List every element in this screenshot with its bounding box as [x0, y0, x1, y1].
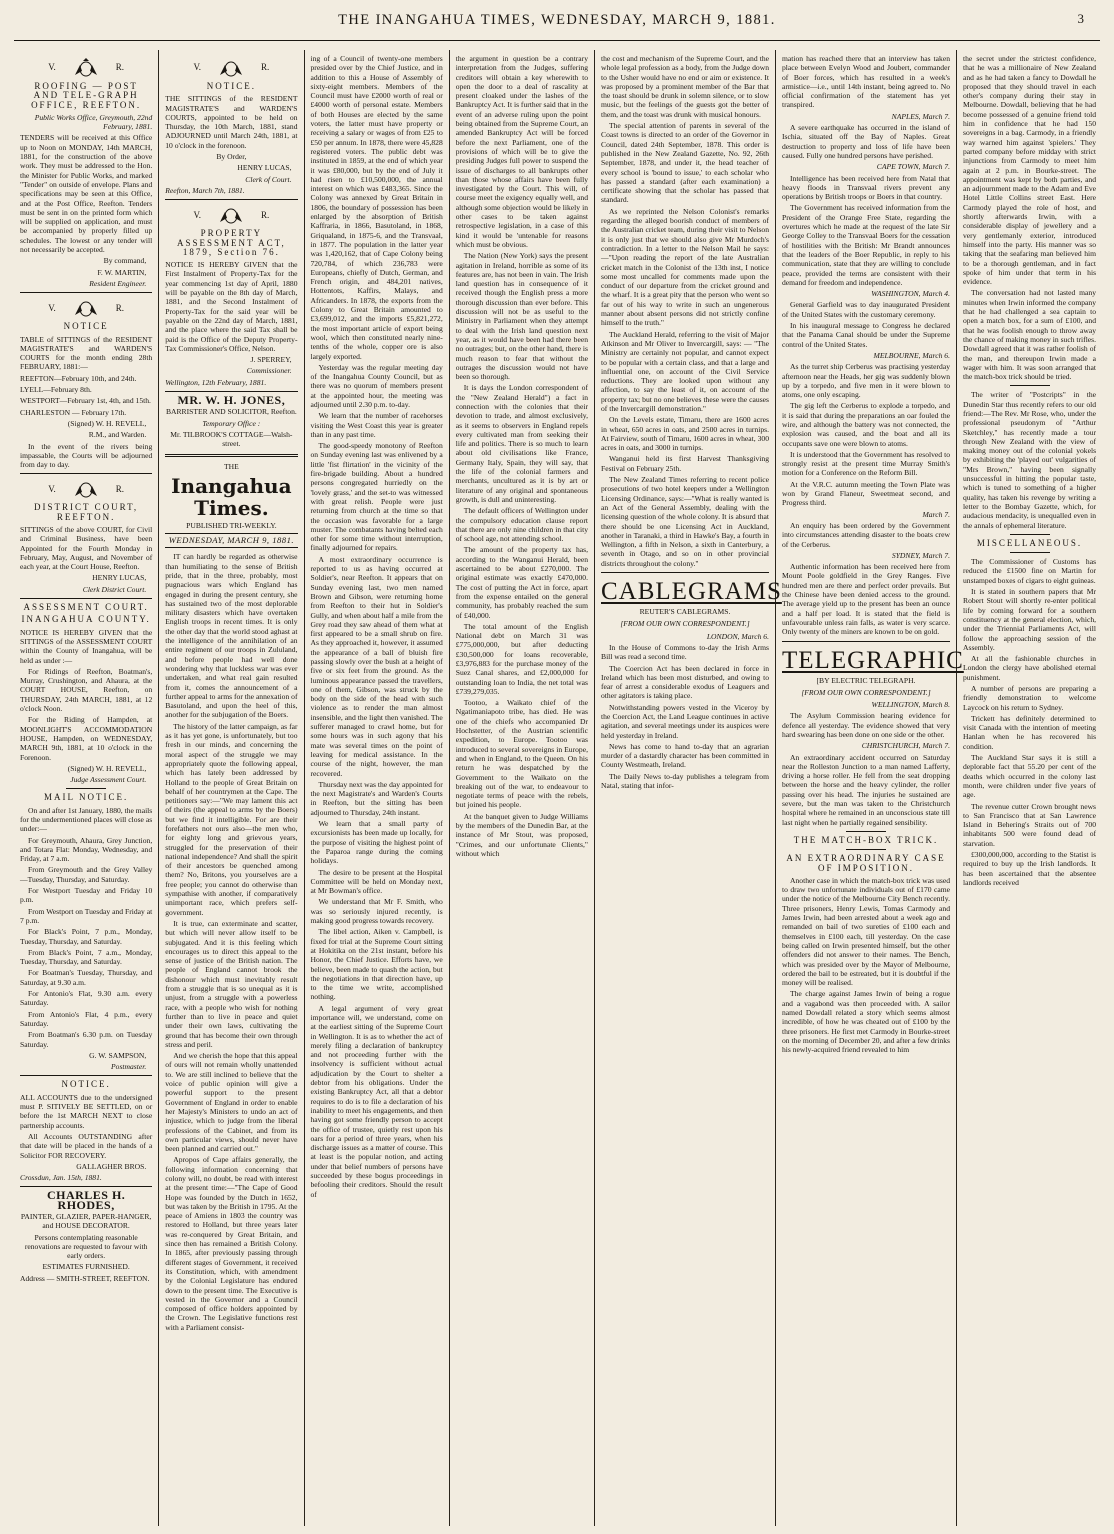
assessment-title: Judge Assessment Court.: [70, 775, 147, 785]
cable-paragraph: mation has reached there that an interview has taken place between Evelyn Wood and Joubert, commander of Boer forces, which has resulted in a week's armistice—i.e., until 14th instant, being agreed to. No official confirmation of the statement has yet transpired.: [782, 54, 950, 110]
property-signature: J. SPERREY,: [250, 355, 292, 365]
cable-dateline: March 7.: [922, 509, 950, 519]
assessment-court-body: NOTICE IS HEREBY GIVEN that the SITTINGS of the ASSESSMENT COURT within the County of Inangahua, will be held as under :—: [20, 627, 153, 665]
assessment-signature: (Signed) W. H. REVELL,: [67, 763, 147, 773]
article-paragraph: The conversation had not lasted many minutes when Irwin informed the company that he had challenged a sea captain to open a match box, for a sum of £100, and that he was foolish enough to throw away the chance of making money in such trifles. Dowdall agreed that it was rather foolish of the man, and thereupon Irwin made a wager with him. It was soon arranged that the match-box trick should be tried.: [963, 288, 1097, 382]
jones-office: Temporary Office :: [202, 418, 261, 428]
telegraphic-dateline: WELLINGTON, March 8.: [871, 700, 950, 710]
mail-item: For Greymouth, Ahaura, Grey Junction, and Totara Flat: Monday, Wednesday, and Friday, at 7 a.m.: [20, 835, 153, 864]
cablegrams-dateline: LONDON, March 6.: [706, 631, 769, 641]
column-1: [14, 50, 159, 1526]
property-heading: PROPERTY ASSESSMENT ACT, 1879, Section 76.: [177, 228, 286, 257]
cable-paragraph: Intelligence has been received here from Natal that heavy floods in Transvaal rivers prevent any operations by British troops or Boers in that country.: [782, 173, 950, 202]
misc-paragraph: It is stated in southern papers that Mr Robert Stout will shortly re-enter political life by coming forward for a southern constituency at the general election, which, under the Triennial Parliaments Act, will follow the approaching session of the Assembly.: [963, 587, 1097, 652]
mail-item: For Westport Tuesday and Friday 10 p.m.: [20, 886, 153, 905]
divider: [20, 292, 152, 293]
article-paragraph: the secret under the strictest confidence, that he was a millionaire of New Zealand and as he had taken a fancy to Dowdall he proposed that they should travel in each other's company during their stay in Melbourne. Dowdall, believing that he had become possessed of a genuine friend told him in confidence that he had 150 sovereigns in a bag. Carmody, in a friendly way warned him against 'spielers.' They parted company before midday with strict injunctions from Carmody to meet him again at 2 p.m. in Bourke-street. The appointment was kept by both parties, and an adjournment made to the Adam and Eve Hotel Little Collins street East. Here Carmody played the role of host, and shortly afterwards Irwin, with a considerable display of jewellery and a very gentlemanly exterior, introduced himself into the party. His manner was so taking that the seafaring man believed him to be a thorough gentleman, and in fact spoke of him under that term in his evidence.: [963, 54, 1097, 287]
cable-paragraph: The Coercion Act has been declared in force in Ireland which has been most disturbed, and owing to fear of arrest a considerable exodus of Leaguers and other agitators is taking place.: [601, 663, 769, 701]
assessment-item: For the Riding of Hampden, at MOONLIGHT'S ACCOMMODATION HOUSE, Hampden, on WEDNESDAY, MARCH 9th, 1881, at 10 o'clock in the Forenoon.: [20, 715, 153, 762]
editorial-paragraph: IT can hardly be regarded as otherwise than humiliating to the sense of British pride, that in the three, probably, most pugnacious wars which England has engaged in during the present century, she has sustained two of the most deplorable military disasters which have overtaken English troops in recent times. It is only the other day that the world stood aghast at the intelligence of the annihilation of an entire regiment of our troops in Zululand, and before people had well done wondering why that luckless war was ever undertaken, and what real gain resulted from it, comes the announcement of a further appeal to arms for the annexation of Basutoland, and upon the heel of this, another for the subjugation of the Boers.: [165, 552, 298, 720]
editorial-dateline: WEDNESDAY, MARCH 9, 1881.: [165, 533, 297, 548]
mail-item: From Antonio's Flat, 4 p.m., every Saturday.: [20, 1009, 153, 1028]
article-paragraph: At the banquet given to Judge Williams by the members of the Dunedin Bar, at the instance of Mr Stout, was proposed, "Crimes, and our unfortunate Clients," without which: [455, 811, 588, 858]
jones-heading: MR. W. H. JONES,: [177, 393, 286, 408]
divider: [165, 391, 297, 392]
cable-paragraph: General Garfield was to day inaugurated President of the United States with the customary ceremony.: [782, 300, 950, 319]
column-7: [957, 50, 1102, 1526]
district-court-title: Clerk District Court.: [82, 584, 147, 594]
telegraphic-heading: TELEGRAPHIC: [782, 646, 964, 674]
notice-by: By Order,: [216, 152, 247, 162]
article-paragraph: Tootoo, a Waikato chief of the Ngatimaniapoto tribe, has died. He was one of the chiefs who accompanied Dr Hochstetter, of the Austrian scientific expedition, to Europe. Tootoo was introduced to several sovereigns in Europe, and when in England, to the Queen. On his return he was despatched by the Government to the Waikato on the breaking out of the war, to endeavour to negotiate terms of peace with the rebels, but joined his people.: [455, 698, 588, 810]
district-court-signature: HENRY LUCAS,: [92, 573, 147, 583]
article-paragraph: The writer of "Postcripts" in the Dunedin Star thus recently refers to our old friend:—The Rev. Mr Rose, who, under the professional pseudonym of "Arthur Sketchley," has recently made a tour through New Zealand with the view of making money out of the colonial yokels by exhibiting the 'played out' vulgarities of "Mrs Brown," having been signally unsuccessful in hitting the popular taste, which is tuned to something of a higher quality, has taken his revenge by writing a letter to the Bombay Gazette, which, for audacious mendacity, is unequalled even in the annals of ephemeral literature.: [963, 390, 1097, 530]
article-paragraph: the argument in question be a contrary interpretation from the Judges, suffering creditors will obtain a key wherewith to open the door to a deal of rascality at present cloaked under the lashes of the Bankruptcy Act. It is further said that in the event of an adverse ruling upon the point being obtained from the Supreme Court, an amended Bankruptcy Act will be forced before the next Parliament, one of the provisions of which will be to give the presiding Judges full power to suspend the issue of discharges to all bankrupts other than those whose affairs have been fully investigated by the Court. This will, of course meet the exigency equally well, and although some objection would be likely in other cases to be taken against retrospective legislation, in a case of this kind it would be 'untenable for reasons which must be obvious.: [455, 54, 588, 249]
cable-dateline: WASHINGTON, March 4.: [871, 289, 950, 299]
misc-paragraph: A number of persons are preparing a friendly demonstration to welcome Laycock on his return to Sydney.: [963, 684, 1097, 712]
article-paragraph: The libel action, Aiken v. Campbell, is fixed for trial at the Supreme Court sitting at Hokitika on the 21st instant, before his Honor, the Chief Justice. Efforts have, we believe, been made to quash the action, but the negotiations in that direction have, up to the time we write, accomplished nothing.: [310, 927, 443, 1002]
masthead-title: THE INANGAHUA TIMES, WEDNESDAY, MARCH 9, 1881.: [338, 12, 776, 28]
article-paragraph: The total amount of the English National debt on March 31 was £775,000,000, but after deducting £30,500,000 for loans recoverable, £3,976,883 for the purchase money of the Suez Canal shares, and £2,000,000 for outstanding loan to India, the net total was £739,279,035.: [455, 621, 588, 696]
sitting-item: CHARLESTON — February 17th.: [20, 407, 127, 417]
cablegrams-heading: CABLEGRAMS: [601, 578, 782, 606]
royal-arms-header: V. R.: [165, 57, 297, 79]
property-title: Commissioner.: [246, 366, 292, 376]
divider: [846, 831, 886, 832]
telegraphic-source: [FROM OUR OWN CORRESPONDENT.]: [801, 687, 931, 697]
mail-item: From Greymouth and the Grey Valley —Tuesday, Thursday, and Saturday.: [20, 865, 153, 884]
rhodes-address: Address — SMITH-STREET, REEFTON.: [20, 1273, 150, 1283]
editorial-paragraph: The history of the latter campaign, as far as it has yet gone, is unfortunately, but too fresh in our minds, and concerning the moral aspect of the struggle we may appropriately quote the following appeal, which has lately been addressed by Holland to the people of Great Britain on behalf of her countrymen at the Cape. The petitioners say:—"We may lament this act of theirs (the appeal to arms by the Boers) but we find it intelligible. For are their forefathers not ours also—the men who, for eighty long and grievous years, struggled for the preservation of their national independence? And shall the spirit of their ancestors be quenched among them? No, Britons, you yourselves are a free people; you cannot do otherwise than sympathise with another, if comparatively unimportant race, which prefers self-government.: [165, 721, 298, 917]
article-paragraph: The New Zealand Times referring to recent police prosecutions of two hotel keepers under a Wellington Licensing Ordinance, says:—"What is really wanted is an Act of the General Assembly, dealing with the licensing question of the whole colony. It is absurd that there should be one Licensing Act in Auckland, another in Taranaki, a third in Hawke's Bay, a fourth in Wellington, a fifth in Nelson, a sixth in Canterbury, a seventh in Otago, and so on in other provincial districts throughout the colony.": [601, 475, 769, 568]
article-paragraph: Wanganui held its first Harvest Thanksgiving Festival on February 25th.: [601, 454, 769, 473]
article-paragraph: The amount of the property tax has, according to the Wanganui Herald, been ascertained to be about £270,000. The original estimate was exactly £470,000. The cost of putting the Act in force, apart from the expense entailed on the general community, has probably reached the sum of £40,000.: [455, 545, 588, 620]
ad-roofing-body: TENDERS will be received at this Office up to Noon on MONDAY, 14th MARCH, 1881, for the construction of the above work. They must be addressed to the Hon. the Minister for Public Works, and marked "Tender" on outside of envelope. Plans and specifications may be seen at this Office, and at the Post Office, Reefton. Tenders must be sent in on the printed form which will be supplied on application, and must be accompanied by properly filled up schedules. The lowest or any tender will not necessarily be accepted.: [20, 133, 153, 255]
divider: [20, 1186, 152, 1187]
telegraphic-subheading: [BY ELECTRIC TELEGRAPH.: [816, 675, 916, 685]
divider: [66, 788, 106, 789]
notice-2-body: ALL ACCOUNTS due to the undersigned must P. SITIVELY BE SETTLED, on or before the 1st MARCH NEXT to close partnership accounts.: [20, 1092, 153, 1130]
divider: [20, 1075, 152, 1076]
cable-paragraph: News has come to hand to-day that an agrarian murder of a dastardly character has been committed in County Westmeath, Ireland.: [601, 741, 769, 770]
telegraphic-paragraph: An extraordinary accident occurred on Saturday near the Rolleston Junction to a man named Lafferty, driving a horse roller. He fell from the seat dropping between the horse and the heavy cylinder, the roller passing over his head. The injuries he sustained are severe, but the man was taken to the Christchurch hospital where he remained in an unconscious state till last night when he partially regained sensibility.: [782, 752, 950, 827]
royal-crest-icon: [72, 297, 100, 319]
notice-2-date: Crossdun, Jan. 15th, 1881.: [20, 1173, 102, 1183]
property-body: NOTICE IS HEREBY GIVEN that the First Instalment of Property-Tax for the year commencing 1st day of April, 1880 will be payable on the 8th day of March, 1881, and the Second Instalment of Property-Tax for the said year will be payable on the 22nd day of March, 1881, and the place where the said Tax shall be paid is the Office of the Deputy Property-Tax Commissioner's Office, Nelson.: [165, 260, 298, 353]
royal-crest-icon: [217, 57, 245, 79]
sitting-item: REEFTON—February 10th, and 24th.: [20, 373, 137, 383]
article-paragraph: It is days the London correspondent of the "New Zealand Herald") a fact in connection with the colonies that their devotion to trade, and almost exclusively, as it seems to observers in England repels every cultivated man from seeking their life and politics. There is so much to learn about old civilisations like France, Germany Italy, Spain, they will say, that the life of the colonial farmers and merchants, uncultured as it is by art or literature of any original and spontaneous growth, is dull and uninteresting.: [455, 383, 588, 504]
rhodes-heading: CHARLES H. RHODES,: [46, 1188, 126, 1212]
notice-heading: NOTICE: [63, 321, 109, 332]
column-3: [305, 50, 450, 1526]
rhodes-estimates: ESTIMATES FURNISHED.: [42, 1262, 130, 1272]
sitting-item: LYELL—February 8th.: [20, 385, 92, 395]
royal-arms-header-2: V. R.: [165, 204, 297, 226]
editorial-paragraph: And we cherish the hope that this appeal of ours will not remain wholly unattended to. We are still inclined to believe that the voice of public opinion will give a powerful support to the present Government of England in order to enable her Majesty's Ministers to undo an act of injustice, which to judge from the liberal professions of the Cabinet, and from its own particular views, should never have been planned and carried out.": [165, 1051, 298, 1154]
article-paragraph: A most extraordinary occurrence is reported to us as having occurred at Soldier's, near Reefton. It appears that on Sunday evening last, two men named Brown and Gibson, were returning home from Reefton to their hut in Soldier's Gully, and when about half a mile from the Grey road they saw ahead of them what at first appeared to be a small shrub on fire. As they approached it, however, it assumed the appearance of a ball of bluish fire passing slowly over the bush at a height of five or six feet from the ground. As the luminous appearance passed the travellers, one of them, Gibson, was struck by the body on the side of the head with such violence as to render the man almost insensible, and the light then vanished. The sufferer managed to crawl home, but for some hours was in such agony that his mate was several times on the point of leaving for medical assistance. In the course of the night, however, the man recovered.: [310, 554, 443, 778]
article-paragraph: The Auckland Herald, referring to the visit of Major Atkinson and Mr Oliver to Invercargill, says: — "The Ministry are certainly not popular, and cannot expect to be popular with a certain class, and that a large and influential one, on account of the Civil Service reductions. They are looked upon without any affection, to say the least of it, on account of the property tax; but no one believes these were the causes of the Invercargill demonstration.": [601, 329, 769, 413]
royal-crest-icon: [217, 204, 245, 226]
cable-paragraph: At the V.R.C. autumn meeting the Town Plate was won by Grand Flaneur, Sweetmeat second, and Progress third.: [782, 479, 950, 508]
masthead: [0, 0, 1114, 52]
paper-subtitle: PUBLISHED TRI-WEEKLY.: [186, 520, 277, 530]
cable-paragraph: Notwithstanding powers vested in the Viceroy by the Coercion Act, the Land League continues in active agitation, and several meetings under its auspices were held yesterday in Ireland.: [601, 702, 769, 740]
assessment-item: For Ridings of Reefton, Boatman's, Murray, Crushington, and Ahaura, at the COURT HOUSE, Reefton, on THURSDAY, 24th MARCH, 1881, at 12 o'clock Noon.: [20, 666, 153, 714]
mail-item: From Black's Point, 7 a.m., Monday, Tuesday, Thursday, and Saturday.: [20, 947, 153, 967]
divider: [846, 849, 886, 850]
match-box-subheading: AN EXTRAORDINARY CASE OF IMPOSITION.: [786, 853, 946, 873]
article-paragraph: The default officers of Wellington under the compulsory education clause report that there are only nine children in that city of school age, not attending school.: [455, 506, 588, 544]
notice-date: Reefton, March 7th, 1881.: [165, 185, 245, 195]
mail-item: From Boatman's 6.30 p.m. on Tuesday Saturday.: [20, 1030, 153, 1049]
divider: [601, 572, 769, 573]
mail-item: For Antonio's Flat, 9.30 a.m. every Saturday.: [20, 989, 153, 1008]
editorial-paragraph: Apropos of Cape affairs generally, the following information concerning that colony will, no doubt, be read with interest at the present time:—"The Cape of Good Hope was founded by the Dutch in 1652, but was taken by the British in 1795. At the peace of Amiens in 1803 the country was restored to Holland, but three years later was re-conquered by Great Britain, and since then has remained a British Colony. In 1865, after previously passing through different stages of Government, it received its Constitution, which, with amendment by the Colonial Legislature has endured down to the present time. The Executive is vested in the Governor and a Council composed of office holders appointed by the Crown. The Legislative functions rest with a Parliament consist-: [165, 1155, 298, 1332]
article-paragraph: the cost and mechanism of the Supreme Court, and the whole legal profession as a body, from the Judge down to the Usher would have no end or aim or existence. It was proposed by a prominent member of the Bar that the toast should be drunk in solemn silence, or to slow music, but the feelings of the guests got the better of them, and the toast was drunk with musical honours.: [601, 54, 769, 119]
cablegrams-subheading: REUTER'S CABLEGRAMS.: [639, 607, 731, 617]
article-paragraph: Yesterday was the regular meeting day of the Inangahua County Council, but as there was no quorum of members present at the appointed hour, the meeting was adjourned until 2.30 p.m. to-day.: [310, 362, 443, 409]
telegraphic-dateline-2: CHRISTCHURCH, March 7.: [861, 741, 950, 751]
match-box-paragraph: Another case in which the match-box trick was used to draw two unfortunate individuals out of £170 came under the notice of the Melbourne City Bench recently. Three prisoners, Henry Lewis, Tomas Carmody and James Irwin, had been arrested about a week ago and remanded on bail of two sureties of £100 each and themselves in £100 each, till yesterday. On the case being called on Irwin presented himself, but the other offenders did not answer to their names. The Bench, which was presided over by the Mayor of Melbourne, ordered the bail to be estreated, but it is doubtful if the money will be realised.: [782, 875, 950, 988]
ad-roofing-heading: ROOFING — POST AND TELE-GRAPH OFFICE, REEFTON.: [31, 81, 142, 110]
cable-paragraph: The Daily News to-day publishes a telegram from Natal, stating that infor-: [601, 771, 769, 791]
article-paragraph: We understand that Mr F. Smith, who was so seriously injured recently, is making good progress towards recovery.: [310, 897, 443, 926]
article-paragraph: Thursday next was the day appointed for the next Magistrate's and Warden's Courts in Reefton, but the sitting has been adjourned to Thursday, 24th instant.: [310, 779, 443, 817]
cable-paragraph: In his inaugural message to Congress he declared that the Panama Canal should be under the Supreme control of the United States.: [782, 321, 950, 349]
editorial-paragraph: It is true, can exterminate and scatter, but which will never allow itself to be subjugated. And it is this feeling which encourages us to direct this appeal to the sense of justice of the British nation. The people of England cannot brook the dishonour which must inevitably result from a struggle that is so unequal as it is unjust, from a struggle with a powerless race, with a people who wish for nothing further than to live in peace and quiet under their own laws, cultivating the ground that has become their own through stress and peril.: [165, 918, 298, 1049]
rhodes-body: PAINTER, GLAZIER, PAPER-HANGER, and HOUSE DECORATOR.: [20, 1211, 152, 1231]
royal-crest-icon: [72, 57, 100, 79]
telegraphic-paragraph: The Asylum Commission hearing evidence for defence all yesterday. The evidence showed that very hard swearing has been done on one side or the other.: [782, 711, 950, 739]
cable-paragraph: In the House of Commons to-day the Irish Arms Bill was read a second time.: [601, 642, 769, 662]
paper-the: THE: [223, 461, 239, 471]
article-paragraph: We learn that the number of racehorses visiting the West Coast this year is greater than in any past time.: [310, 411, 443, 439]
page-number: 3: [1077, 11, 1084, 26]
ad-roofing-signature: F. W. MARTIN,: [97, 267, 147, 277]
notice-signature: HENRY LUCAS,: [237, 163, 292, 173]
notice-tail: In the event of the rivers being impassable, the Courts will be adjourned from day to day.: [20, 441, 153, 470]
article-paragraph: The Nation (New York) says the present agitation in Ireland, horrible as some of its features are, has not been in vain. The Irish land question has in consequence of it received though the English press a more thorough discussion than ever before. This discussion will not be as useful to the Ministry in Parliament when they attempt to deal with the Irish land question next year, as it would have been had there been no outrages; but, on the other hand, there is much reason to fear that without the outrages the discussion would not have been so thorough.: [455, 251, 588, 382]
cable-paragraph: Authentic information has been received here from Mount Poole goldfield in the Grey Ranges. Five hundred men are there and perfect order prevails. But the Chinese have been denied access to the ground. The average yield up to the present has been an ounce and a half per load. It is stated that the field is unfavourable unless rain falls, as water is very scarce. Only twenty of the miners are known to be on gold.: [782, 562, 950, 637]
assessment-court-sub: INANGAHUA COUNTY.: [21, 614, 151, 625]
mail-title: Postmaster.: [111, 1062, 147, 1072]
sitting-item: WESTPORT—February 1st, 4th, and 15th.: [20, 396, 151, 406]
divider: [1010, 385, 1050, 386]
newspaper-page: [14, 50, 1102, 1526]
notice-title: R.M., and Warden.: [88, 430, 147, 440]
property-date: Wellington, 12th February, 1881.: [165, 377, 267, 387]
jones-body: BARRISTER AND SOLICITOR, Reefton.: [165, 407, 297, 417]
article-paragraph: The good-speedy monotony of Reefton on Sunday evening last was enlivened by a little 'fist flirtation' in the vicinity of the fire-brigade building. About a hundred persons congregated hurriedly on the 'lovely grass,' and the set-to was witnessed with great relish. People were just returning from church at the time so that the occasion was favorable for a large muster. The combatants having belted each other for some time without interruption, finally adjourned for repairs.: [310, 441, 443, 553]
article-paragraph: The desire to be present at the Hospital Committee will be held on Monday next, at Mr Bowman's office.: [310, 867, 443, 896]
cablegrams-source: [FROM OUR OWN CORRESPONDENT.]: [620, 619, 750, 629]
misc-paragraph: The Commissioner of Customs has reduced the £1500 fine on Martin for unstamped boxes of cigars to eight guineas.: [963, 557, 1097, 585]
divider: [165, 454, 297, 457]
cable-paragraph: The Government has received information from the President of the Orange Free State, regarding the overtures which he made at the request of the late Sir George Colley to the Transvaal Boers for the cessation of hostilities with the British: Mr Brandt announces that the leaders of the Boer Republic, in reply to his communication, state that they are willing to conclude peace, provided the terms are consistent with their demand for freedom and independence.: [782, 203, 950, 287]
misc-paragraph: £300,000,000, according to the Statist is required to buy up the Irish landlords. It has been ascertained that the absentee landlords received: [963, 850, 1097, 887]
column-4: [450, 50, 595, 1526]
divider: [20, 598, 152, 599]
rhodes-tail: Persons contemplating reasonable renovations are requested to favour with early orders.: [24, 1232, 148, 1261]
mail-signature: G. W. SAMPSON,: [89, 1050, 147, 1060]
notice-body: THE SITTINGS of the RESIDENT MAGISTRATE'S and WARDEN'S COURTS, appointed to be held on Thursday, the 10th March, 1881, stand ADJOURNED until March 24th, 1881, at 10 o'clock in the forenoon.: [165, 94, 298, 150]
article-paragraph: A legal argument of very great importance will, we understand, come on at the earliest sitting of the Supreme Court in Wellington. It is as to whether the act of merely filing a declaration of bankruptcy and not proceeding further with the insolvency is sufficient without actual adjudication by the Court to shelter a debtor from his obligations. Under the existing Bankruptcy Act, all that a debtor requires to do is to file a declaration of his inability to meet his engagements, and then having got some friendly person to accept the office of trustee, quietly rest upon his oars for a period of three years, when his discharge issues as a matter of course. This at least is the popular notion, and acting under that belief numbers of persons have succeeded by these bogus proceedings in befooling their creditors. Should the result of: [310, 1003, 443, 1199]
ad-roofing-title: Resident Engineer.: [89, 278, 147, 288]
mail-item: From Westport on Tuesday and Friday at 7 p.m.: [20, 906, 153, 925]
mail-item: For Black's Point, 7 p.m., Monday, Tuesday, Thursday, and Saturday.: [20, 927, 153, 946]
match-box-heading: THE MATCH-BOX TRICK.: [793, 834, 939, 845]
article-paragraph: The special attention of parents in several of the Coast towns is directed to an order of the Governor in Council, dated 24th September, 1878. This order is published in the New Zealand Gazette, No. 92, 26th September, 1878, and under it, the head teacher of every school is 'bound to issue,' to each scholar who has passed a standard (after each examination) a certificate showing that the scholar has passed that standard.: [601, 121, 769, 205]
notice-body: TABLE of SITTINGS of the RESIDENT MAGISTRATE'S and WARDEN'S COURTS for the month ending 28th FEBRUARY, 1881:—: [20, 334, 153, 372]
ad-roofing-by: By command,: [103, 256, 147, 266]
cable-dateline: MELBOURNE, March 6.: [873, 350, 950, 360]
royal-arms-header-3: V. R.: [20, 478, 152, 500]
article-paragraph: As we reprinted the Nelson Colonist's remarks regarding the alleged boorish conduct of members of the Australian cricket team, during their visit to Nelson it is only just that we should also give Mr Murdoch's contradiction. In a letter to the Nelson Mail he says:—"Upon reading the report of the late Australian cricket match in the Colonist of the 13th inst, I notice some most uncalled for comments made upon the conduct of our departure from the cricket ground and the wharf. It is a great pity that the person who went so far out of his way to write in such an ungenerous manner about absent persons did not strictly confine himself to the truth.": [601, 206, 769, 328]
match-box-paragraph: The charge against James Irwin of being a rogue and a vagabond was then proceeded with. A sailor named Dowdall related a story which seems almost incredible, of how he was cheated out of £100 by the three prisoners. He first met Carmody in Bourke-street on the morning of December 20, and after a few drinks his newly-acquired friend revealed to him: [782, 989, 950, 1055]
royal-crest-icon: [72, 478, 100, 500]
column-5: [595, 50, 782, 1526]
article-paragraph: We learn that a small party of excursionists has been made up locally, for the purpose of visiting the highest point of the Paparoa range during the coming holidays.: [310, 819, 443, 866]
cable-paragraph: It is understood that the Government has resolved to strongly resist at the present time Murray Smith's motion for a Conference on the Reform Bill.: [782, 449, 950, 478]
divider: [1010, 534, 1050, 535]
notice-2-signature: GALLAGHER BROS.: [76, 1161, 147, 1171]
miscellaneous-heading: MISCELLANEOUS.: [976, 537, 1083, 548]
cable-dateline: SYDNEY, March 7.: [891, 550, 950, 560]
column-6: [776, 50, 964, 1526]
misc-paragraph: At all the fashionable churches in London the clergy have abolished eternal punishment.: [963, 654, 1097, 682]
cable-paragraph: The gig left the Cerberus to explode a torpedo, and it is said that during the preparations an oar fouled the wire, and although the battery was not connected, the explosion was caused, and the boat and all its occupants save one were blown to atoms.: [782, 401, 950, 448]
column-2: [159, 50, 304, 1526]
notice-heading: NOTICE.: [206, 81, 256, 91]
notice-2-body-2: All Accounts OUTSTANDING after that date will be placed in the hands of a Solicitor FOR RECOVERY.: [20, 1131, 153, 1160]
cable-paragraph: A severe earthquake has occurred in the island of Ischia, situated off the Bay of Naples. Great destruction to property and loss of life have been caused. Fully one hundred persons have perished.: [782, 123, 950, 160]
masthead-rule: [14, 40, 1100, 41]
cable-paragraph: An enquiry has been ordered by the Government into circumstances attending disaster to the boats crew of the Cerberus.: [782, 520, 950, 549]
cable-dateline: CAPE TOWN, March 7.: [876, 162, 950, 172]
district-court-heading: DISTRICT COURT, REEFTON.: [34, 502, 139, 522]
jones-address: Mr. TILBROOK'S COTTAGE—Walsh-street.: [170, 429, 293, 449]
district-court-body: SITTINGS of the above COURT, for Civil and Criminal Business, have been Appointed for the Fourth Monday in February, May, August, and November of each year, at the Court House, Reefton.: [20, 524, 153, 572]
mail-item: For Boatman's Tuesday, Thursday, and Saturday, at 9.30 a.m.: [20, 968, 153, 987]
article-paragraph: ing of a Council of twenty-one members presided over by the Chief Justice, and in addition to this a House of Assembly of sixty-eight members. Members of the Council must have £2000 worth of real or £4000 worth of personal estate. Members of both Houses are elected by the same voters, the latter must have property or receiving a salary or wages of from £25 to £50 per annum. In 1878, there were 45,828 registered voters. The public debt was instituted in 1859, at the end of which year it was £80,000, but by the end of July it had risen to £10,500,000, the annual interest on which was £483,365. Since the Colony was annexed by Great Britain in 1806, the boundary of possession has been enlarged by the absorption of British Kaffraria, in 1866, Basutoland, in 1868, Griqualand, in 1875-6, and the Transvaal, in 1877. The population in the latter year was 1,420,162, that of Cape Colony being 720,784, of which 236,783 were Europeans, chiefly of Dutch, German, and French origin, and 484,201 natives, Hottentots, Kaffirs, Malays, and Africanders. In 1878, the exports from the Colony to Great Britain amounted to £3,699,012, and the imports £5,821,272, the most important article of export being wool, which then constituted nearly nine-tenths of the whole, copper ore is also largely exported.: [310, 54, 443, 361]
article-paragraph: On the Levels estate, Timaru, there are 1600 acres in wheat, 650 acres in oats, and 2500 acres in turnips. At Fairview, south of Timaru, 1600 acres in wheat, 300 acres in oats, and 3000 in turnips.: [601, 415, 769, 453]
vr-right: R.: [115, 62, 125, 73]
cable-dateline: NAPLES, March 7.: [891, 111, 950, 121]
misc-paragraph: The Auckland Star says it is still a deplorable fact that 55.20 per cent of the deaths which occurred in the colony last month, were children under five years of age.: [963, 753, 1097, 800]
notice-title: Clerk of Court.: [245, 174, 292, 184]
misc-paragraph: The revenue cutter Crown brought news to San Francisco that at San Lawrence Island in Behering's Straits out of 700 inhabitants 500 were found dead of starvation.: [963, 801, 1097, 848]
royal-arms-header-2: V. R.: [20, 297, 152, 319]
divider: [165, 199, 297, 200]
divider: [782, 641, 950, 642]
divider: [20, 473, 152, 474]
misc-paragraph: Trickett has definitely determined to visit Canada with the intention of meeting Hanlan when he has recovered his condition.: [963, 713, 1097, 751]
vr-left: V.: [48, 62, 56, 73]
notice-2-heading: NOTICE.: [61, 1079, 111, 1090]
mail-notice-body: On and after 1st January, 1880, the mails for the undermentioned places will close as under:—: [20, 805, 153, 834]
paper-nameplate: Inangahua Times.: [171, 473, 292, 520]
ad-roofing-from: Public Works Office, Greymouth, 22nd February, 1881.: [34, 112, 153, 132]
assessment-court-heading: ASSESSMENT COURT.: [23, 602, 149, 613]
royal-arms-header: [20, 57, 152, 79]
divider: [1010, 552, 1050, 553]
cable-paragraph: As the turret ship Cerberus was practising yesterday afternoon near the Heads, her gig was suddenly blown up by a torpedo, and five men in it were blown to atoms, one only escaping.: [782, 362, 950, 400]
mail-notice-heading: MAIL NOTICE.: [44, 792, 129, 803]
notice-signature: (Signed) W. H. REVELL,: [67, 418, 147, 428]
